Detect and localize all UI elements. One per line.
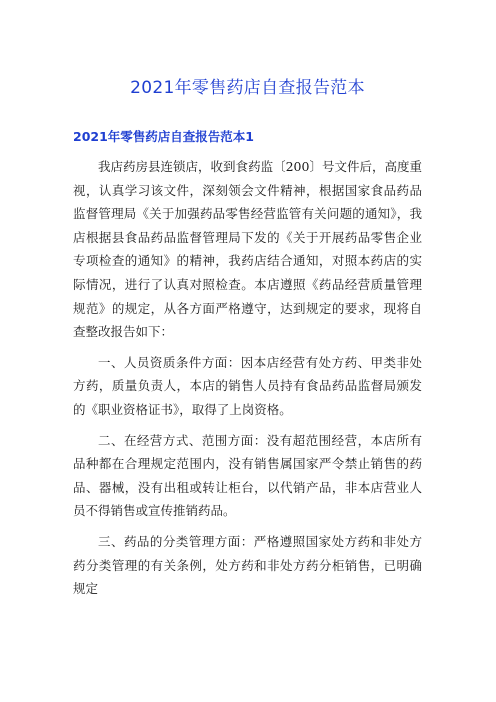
section-heading: 2021年零售药店自查报告范本1 (73, 129, 254, 144)
paragraph-personnel: 一、人员资质条件方面：因本店经营有处方药、甲类非处方药，质量负责人，本店的销售人员持有食品药品监督局颁发的《职业资格证书》，取得了上岗资格。 (73, 354, 422, 417)
document-title: 2021年零售药店自查报告范本 (130, 78, 365, 98)
paragraph-intro: 我店药房县连锁店，收到食药监〔200〕号文件后，高度重视，认真学习该文件，深刻领会文件精神，根据国家食品药品监督管理局《关于加强药品零售经营监管有关问题的通知》，我店根据县食品药品监督管理局下发的《关于开展药品零售企业专项检查的通知》的精神，我药店结合通知，对照本药店的实际情况，进行了认真对照检查。本店遵照《药品经营质量管理规范》的规定，从各方面严格遵守，达到规定的要求，现将自查整改报告如下： (73, 159, 422, 340)
paragraph-business-scope: 二、在经营方式、范围方面：没有超范围经营，本店所有品种都在合理规定范围内，没有销售属国家严令禁止销售的药品、器械，没有出租或转让柜台，以代销产品，非本店营业人员不得销售或宣传推销药品。 (73, 432, 422, 519)
paragraph-classification: 三、药品的分类管理方面：严格遵照国家处方药和非处方药分类管理的有关条例，处方药和非处方药分柜销售，已明确规定 (73, 533, 422, 597)
